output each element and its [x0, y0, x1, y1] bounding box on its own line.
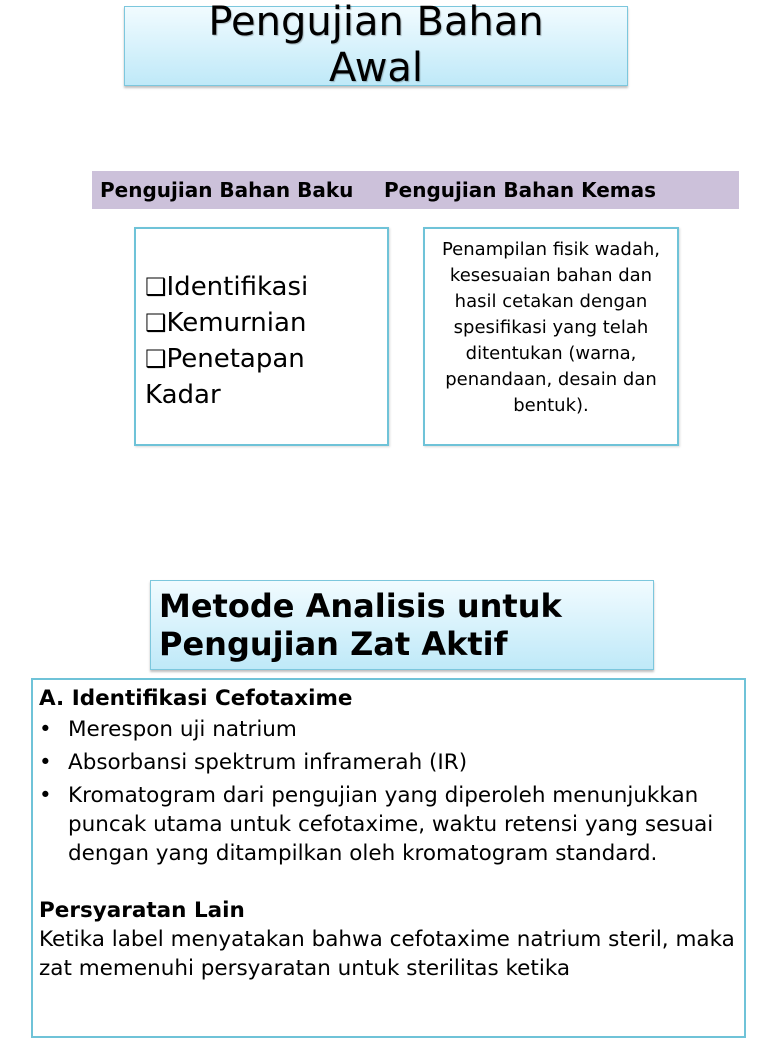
title-box [124, 0, 628, 91]
list-item [145, 305, 381, 341]
title-line-1: Pengujian Bahan [208, 0, 544, 45]
list-item-label: Penetapan Kadar [145, 344, 305, 410]
bullet-list [39, 715, 736, 868]
header-strip [92, 171, 739, 209]
list-item [39, 781, 736, 868]
checkbox-icon: ❑ [145, 309, 167, 337]
list-item [145, 341, 381, 413]
section-heading-box [150, 580, 654, 670]
bahan-baku-list [145, 269, 381, 413]
checkbox-icon: ❑ [145, 273, 167, 301]
list-item [145, 269, 381, 305]
page-title [125, 0, 627, 91]
bullet-icon: • [39, 783, 52, 808]
header-bahan-kemas: Pengujian Bahan Kemas [384, 178, 657, 202]
bullet-text: Merespon uji natrium [68, 717, 297, 742]
header-bahan-baku: Pengujian Bahan Baku [100, 178, 354, 202]
spacer [39, 872, 736, 896]
bullet-icon: • [39, 717, 52, 742]
content-subheading: Persyaratan Lain [39, 898, 245, 923]
content-paragraph: Ketika label menyatakan bahwa cefotaxime natrium steril, maka zat memenuhi persyaratan untuk sterilitas ketika [39, 927, 735, 981]
list-item-label: Kemurnian [166, 308, 307, 338]
list-item [39, 715, 736, 744]
bullet-text: Kromatogram dari pengujian yang diperoleh menunjukkan puncak utama untuk cefotaxime, waktu retensi yang sesuai dengan yang ditampilkan oleh kromatogram standard. [68, 783, 714, 866]
title-line-2: Awal [328, 45, 424, 91]
list-item [39, 748, 736, 777]
bahan-baku-box [134, 227, 389, 446]
bahan-kemas-description: Penampilan fisik wadah, kesesuaian bahan dan hasil cetakan dengan spesifikasi yang telah ditentukan (warna, penandaan, desain dan bentuk). [441, 239, 661, 416]
content-heading: A. Identifikasi Cefotaxime [39, 686, 353, 711]
bullet-icon: • [39, 750, 52, 775]
bullet-text: Absorbansi spektrum inframerah (IR) [68, 750, 468, 775]
section-title: Metode Analisis untuk Pengujian Zat Aktif [159, 587, 562, 663]
bahan-kemas-box [423, 227, 679, 446]
analysis-content [39, 684, 736, 983]
checkbox-icon: ❑ [145, 345, 167, 373]
list-item-label: Identifikasi [166, 272, 309, 302]
analysis-content-box [31, 678, 746, 1038]
